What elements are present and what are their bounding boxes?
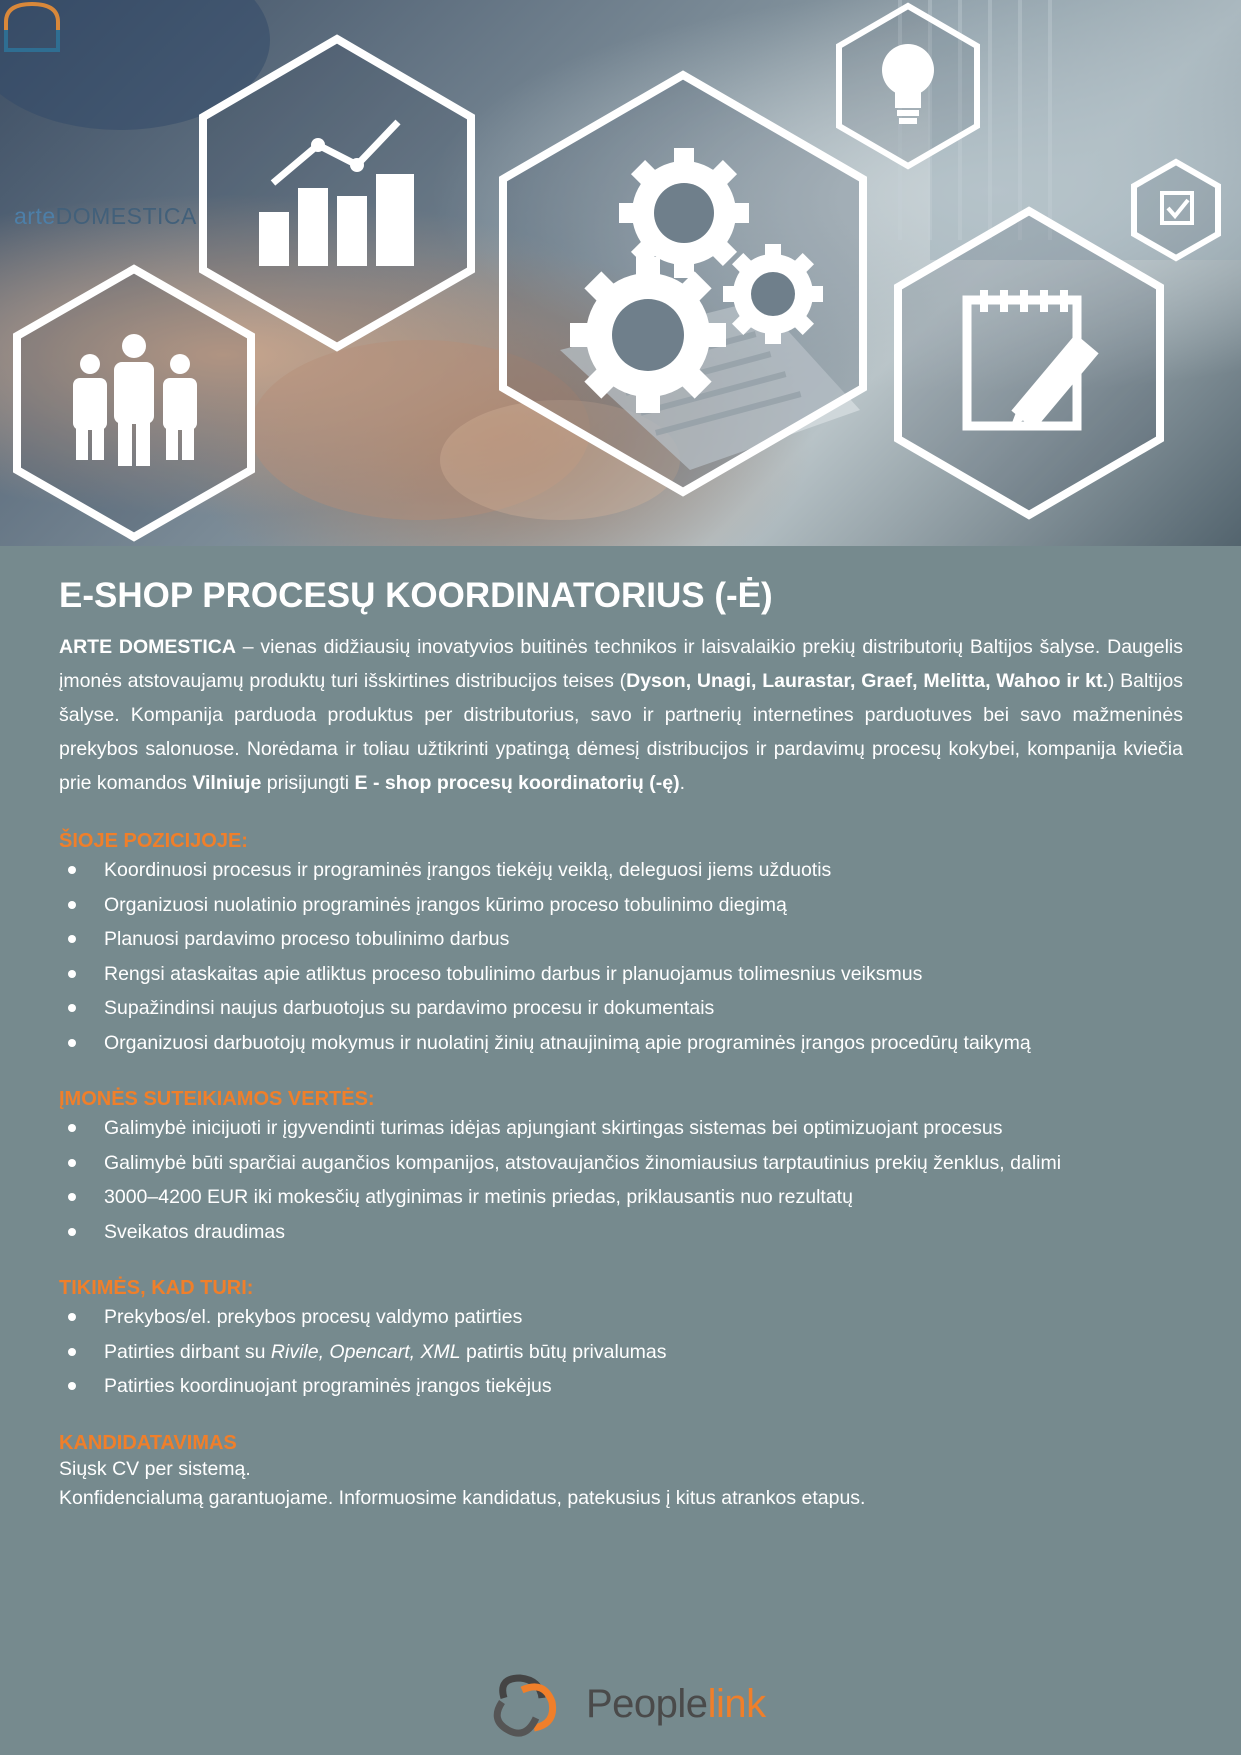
list-item-text: patirtis būtų privalumas [460, 1340, 667, 1363]
brand-link: link [707, 1682, 766, 1726]
expect-list [59, 1300, 1183, 1404]
intro-text-1: – vienas didžiausių inovatyvios buitinės technikos ir laisvalaikio prekių distributorių Baltijos šalyse. Daugelis įmonės atstovaujamų produktų turi išskirtines distribucijos teises ( [59, 636, 1183, 692]
list-item: Prekybos/el. prekybos procesų valdymo patirties [59, 1300, 1183, 1335]
list-item: Organizuosi nuolatinio programinės įrangos kūrimo proceso tobulinimo diegimą [59, 888, 1183, 923]
apply-line-2: Konfidencialumą garantuojame. Informuosime kandidatus, patekusius į kitus atrankos etapus. [59, 1486, 866, 1509]
apply-line-1: Siųsk CV per sistemą. [59, 1457, 251, 1480]
peoplelink-logo [486, 1668, 766, 1748]
intro-text-3: prisijungti [261, 772, 355, 794]
role-name: E - shop procesų koordinatorių (-ę) [354, 772, 680, 794]
hero-banner [0, 0, 1241, 546]
hero-illustration [0, 0, 1241, 546]
section-title-position: ŠIOJE POZICIJOJE: [59, 830, 248, 852]
position-list [59, 853, 1183, 1060]
arte-domestica-logo-icon [0, 0, 64, 58]
brands: Dyson, Unagi, Laurastar, Graef, Melitta, Wahoo ir kt. [626, 670, 1108, 692]
software-names: Rivile, Opencart, XML [270, 1340, 461, 1363]
list-item: Galimybė būti sparčiai augančios kompanijos, atstovaujančios žinomiausius tarptautinius prekių ženklus, dalimi [59, 1146, 1183, 1181]
list-item: Galimybė inicijuoti ir įgyvendinti turimas idėjas apjungiant skirtingas sistemas bei optimizuojant procesus [59, 1111, 1183, 1146]
list-item: Patirties koordinuojant programinės įrangos tiekėjus [59, 1369, 1183, 1404]
section-title-expect: TIKIMĖS, KAD TURI: [59, 1277, 254, 1299]
intro-paragraph [59, 630, 1183, 800]
brand-people: People [586, 1682, 708, 1726]
arte-domestica-logo-text [14, 203, 197, 230]
job-ad-content [59, 560, 1183, 1513]
section-title-values: ĮMONĖS SUTEIKIAMOS VERTĖS: [59, 1088, 375, 1110]
list-item-text: Patirties dirbant su [104, 1340, 271, 1363]
logo-arte: arte [14, 203, 56, 229]
city: Vilniuje [192, 772, 262, 794]
section-title-apply: KANDIDATAVIMAS [59, 1431, 237, 1454]
list-item: Koordinuosi procesus ir programinės įrangos tiekėjų veiklą, deleguosi jiems užduotis [59, 853, 1183, 888]
list-item [59, 1335, 1183, 1370]
people-hexagon-icon [17, 269, 251, 537]
list-item: Sveikatos draudimas [59, 1215, 1183, 1250]
list-item: Organizuosi darbuotojų mokymus ir nuolatinį žinių atnaujinimą apie programinės įrangos procedūrų taikymą [59, 1026, 1183, 1061]
intro-text-2: ) Baltijos šalyse. Kompanija parduoda produktus per distributorius, savo ir partnerių internetines parduotuves bei savo mažmeninės prekybos salonuose. Norėdama ir toliau užtikrinti ypatingą dėmesį distribucijos ir pardavimų procesų kokybei, kompanija kviečia prie komandos [59, 670, 1183, 794]
calendar-check-hexagon-icon [1134, 162, 1218, 258]
page-title: E-SHOP PROCESŲ KOORDINATORIUS (-Ė) [59, 576, 773, 615]
list-item: Rengsi ataskaitas apie atliktus proceso tobulinimo darbus ir planuojamus tolimesnius veiksmus [59, 957, 1183, 992]
peoplelink-wordmark [586, 1682, 766, 1727]
logo-domestica: DOMESTICA [55, 203, 197, 229]
peoplelink-logo-icon [486, 1668, 566, 1748]
intro-text-4: . [679, 772, 685, 794]
values-list [59, 1111, 1183, 1249]
list-item: Planuosi pardavimo proceso tobulinimo darbus [59, 922, 1183, 957]
company-name: ARTE DOMESTICA [59, 636, 236, 658]
list-item: Supažindinsi naujus darbuotojus su pardavimo procesu ir dokumentais [59, 991, 1183, 1026]
list-item: 3000–4200 EUR iki mokesčių atlyginimas ir metinis priedas, priklausantis nuo rezultatų [59, 1180, 1183, 1215]
